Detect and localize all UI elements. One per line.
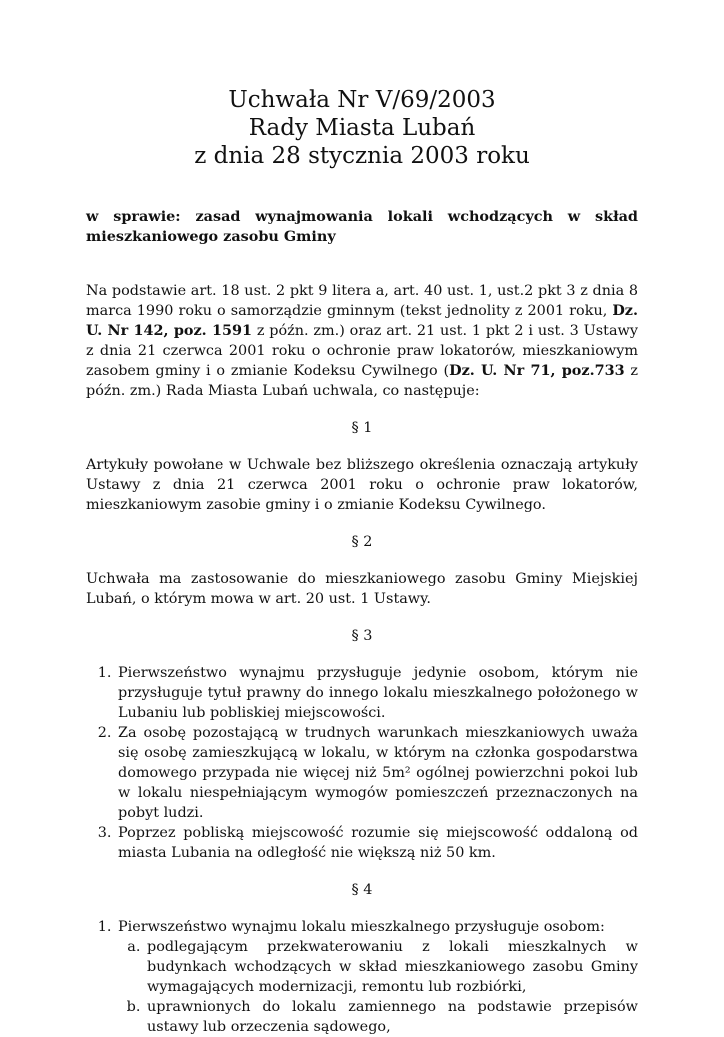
section-3-item-3: 3. Poprzez pobliską miejscowość rozumie się miejscowość oddaloną od miasta Lubania na odległość nie większą niż 50 km.: [116, 823, 638, 863]
document-subject: w sprawie: zasad wynajmowania lokali wchodzących w skład mieszkaniowego zasobu Gminy: [86, 208, 638, 245]
legal-basis-text-3: z późn. zm.) Rada Miasta Lubań uchwala, co następuje:: [86, 363, 639, 399]
title-date: z dnia 28 stycznia 2003 roku: [194, 143, 530, 169]
legal-basis-text-1: Na podstawie art. 18 ust. 2 pkt 9 litera a, art. 40 ust. 1, ust.2 pkt 3 z dnia 8 marca 1990 roku o samorządzie gminnym (tekst jednolity z 2001 roku,: [86, 283, 638, 319]
section-mark-2: § 2: [351, 534, 373, 550]
section-2-text: Uchwała ma zastosowanie do mieszkaniowego zasobu Gminy Miejskiej Lubań, o którym mowa w art. 20 ust. 1 Ustawy.: [86, 571, 638, 607]
legal-basis-paragraph: [86, 281, 638, 401]
section-4-subitem-b: b. uprawnionych do lokalu zamiennego na podstawie przepisów ustawy lub orzeczenia sądowego,: [145, 997, 638, 1037]
section-4-item-1-text: Pierwszeństwo wynajmu lokalu mieszkalnego przysługuje osobom:: [118, 919, 605, 935]
section-4-item-1: [116, 917, 638, 1037]
section-3-item-2: 2. Za osobę pozostającą w trudnych warunkach mieszkaniowych uważa się osobę zamieszkującą w lokalu, w którym na członka gospodarstwa domowego przypada nie więcej niż 5m² ogólnej powierzchni pokoi lub w lokalu niespełniającym wymogów pomieszczeń przeznaczonych na pobyt ludzi.: [116, 723, 638, 823]
legal-reference-2: Dz. U. Nr 71, poz.733: [449, 362, 625, 379]
legal-reference-1: Dz. U. Nr 142, poz. 1591: [86, 302, 638, 339]
section-mark-1: § 1: [351, 420, 373, 436]
section-4-list: [86, 917, 638, 1037]
section-mark-4: § 4: [351, 882, 373, 898]
section-3-list: [86, 663, 638, 863]
section-4-sublist: [118, 937, 638, 1037]
title-resolution-number: Uchwała Nr V/69/2003: [228, 87, 496, 113]
title-council: Rady Miasta Lubań: [248, 115, 476, 141]
document-title: [86, 0, 638, 170]
section-1-text: Artykuły powołane w Uchwale bez bliższego określenia oznaczają artykuły Ustawy z dnia 21 czerwca 2001 roku o ochronie praw lokatorów, mieszkaniowym zasobie gminy i o zmianie Kodeksu Cywilnego.: [86, 457, 638, 513]
section-3-item-1: 1. Pierwszeństwo wynajmu przysługuje jedynie osobom, którym nie przysługuje tytuł prawny do innego lokalu mieszkalnego położonego w Lubaniu lub pobliskiej miejscowości.: [116, 663, 638, 723]
section-mark-3: § 3: [351, 628, 373, 644]
section-4-subitem-a: a. podlegającym przekwaterowaniu z lokali mieszkalnych w budynkach wchodzących w skład mieszkaniowego zasobu Gminy wymagających modernizacji, remontu lub rozbiórki,: [145, 937, 638, 997]
legal-basis-text-2: z późn. zm.) oraz art. 21 ust. 1 pkt 2 i ust. 3 Ustawy z dnia 21 czerwca 2001 roku o ochronie praw lokatorów, mieszkaniowym zasobem gminy i o zmianie Kodeksu Cywilnego (: [86, 323, 638, 379]
